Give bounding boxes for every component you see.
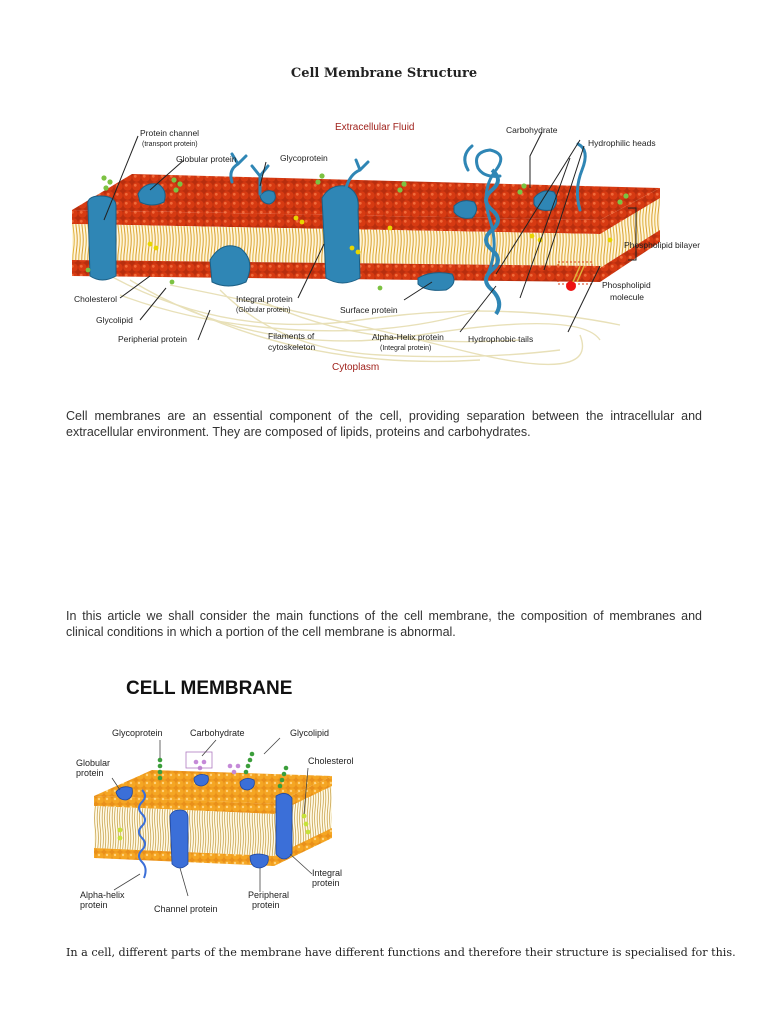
label-glycoprotein: Glycoprotein <box>280 153 328 163</box>
label-protein-channel: Protein channel <box>140 128 200 138</box>
label-filaments-1: Filaments of <box>268 331 315 341</box>
label2-cholesterol: Cholesterol <box>308 756 354 766</box>
label2-alpha-1: Alpha-helix <box>80 890 125 900</box>
label-protein-channel-sub: (transport protein) <box>142 141 198 148</box>
label2-globular-1: Globular <box>76 758 111 768</box>
page-title: Cell Membrane Structure <box>290 66 478 81</box>
label-cholesterol: Cholesterol <box>74 294 117 304</box>
label2-glycolipid: Glycolipid <box>290 728 330 738</box>
label2-channel: Channel protein <box>154 904 218 914</box>
figure2-title: CELL MEMBRANE <box>126 678 293 699</box>
cell-membrane-diagram-simple <box>64 668 364 922</box>
label2-alpha-2: protein <box>80 900 108 910</box>
label-phospholipid-bilayer: Phospholipid bilayer <box>624 240 701 250</box>
label-surface-protein: Surface protein <box>340 305 398 315</box>
label-globular-protein: Globular protein <box>176 154 237 164</box>
cell-membrane-diagram-detailed <box>60 110 720 380</box>
paragraph-intro: Cell membranes are an essential component of the cell, providing separation between the intracellular and extracellular environment. They are composed of lipids, proteins and carbohydrates. <box>66 409 702 439</box>
label2-peripheral-1: Peripheral <box>248 890 290 900</box>
label-alpha-helix: Alpha-Helix protein <box>372 332 444 342</box>
cytoskeleton-filaments <box>100 270 620 364</box>
label2-glycoprotein: Glycoprotein <box>112 728 163 738</box>
label-phospholipid-molecule-2: molecule <box>610 292 645 302</box>
label-carbohydrate: Carbohydrate <box>506 125 558 135</box>
label-phospholipid-molecule-1: Phospholipid <box>602 280 651 290</box>
label-integral-protein-sub: (Globular protein) <box>236 307 291 314</box>
label-glycolipid: Glycolipid <box>96 315 133 325</box>
label-alpha-helix-sub: (Integral protein) <box>380 345 432 352</box>
label-integral-protein: Integral protein <box>236 294 293 304</box>
label-peripheral-protein: Peripherial protein <box>118 334 187 344</box>
label2-globular-2: protein <box>76 768 104 778</box>
label-extracellular-fluid: Extracellular Fluid <box>335 122 415 133</box>
label-hydrophobic-tails: Hydrophobic tails <box>468 334 534 344</box>
phospholipid-bilayer-3d <box>94 770 332 866</box>
label-filaments-2: cytoskeleton <box>268 342 316 352</box>
paragraph-closing: In a cell, different parts of the membrane have different functions and therefore their structure is specialised for this. <box>66 946 736 959</box>
label-cytoplasm: Cytoplasm <box>332 362 380 373</box>
label2-peripheral-2: protein <box>252 900 280 910</box>
label2-carbohydrate: Carbohydrate <box>190 728 245 738</box>
label-hydrophilic-heads: Hydrophilic heads <box>588 138 656 148</box>
label2-integral-2: protein <box>312 878 340 888</box>
label2-integral-1: Integral <box>312 868 343 878</box>
paragraph-article-scope: In this article we shall consider the main functions of the cell membrane, the composition of membranes and clinical conditions in which a portion of the cell membrane is abnormal. <box>66 609 702 639</box>
